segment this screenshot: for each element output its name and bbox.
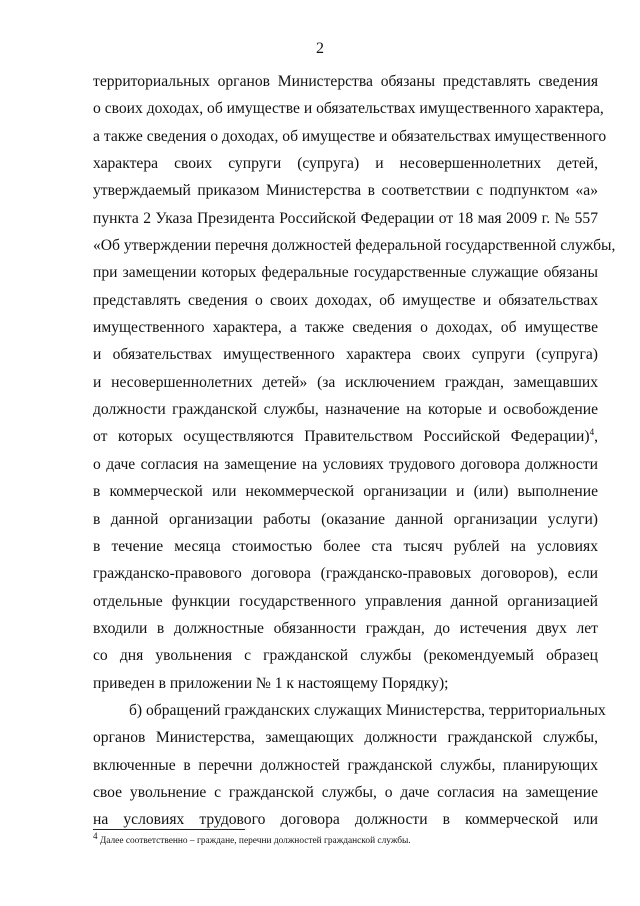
body-text [93, 68, 616, 834]
footnote-separator [93, 829, 245, 830]
text-line: включенные в перечни должностей гражданской службы, планирующих [93, 756, 598, 774]
text-line: должности гражданской службы, назначение на которые и освобождение [93, 401, 598, 419]
text-line: представлять сведения о своих доходах, об имуществе и обязательствах [93, 291, 598, 309]
footnote-marker: 4 [93, 831, 98, 841]
text-line: отдельные функции государственного управления данной организацией [93, 592, 598, 610]
footnote-text: Далее соответственно – граждане, перечни должностей гражданской службы. [97, 836, 411, 847]
paragraph-last-line: приведен в приложении № 1 к настоящему Порядку); [93, 674, 449, 692]
footnote [93, 831, 411, 847]
paragraph-first-line: б) обращений гражданских служащих Министерства, территориальных [129, 701, 606, 719]
text-line: свое увольнение с гражданской службы, о даче согласия на замещение [93, 783, 598, 801]
text-line: при замещении которых федеральные государственные служащие обязаны [93, 264, 598, 282]
text-line: пункта 2 Указа Президента Российской Федерации от 18 мая 2009 г. № 557 [93, 209, 598, 227]
text-line: «Об утверждении перечня должностей федеральной государственной службы, [93, 237, 616, 255]
text-line: со дня увольнения с гражданской службы (рекомендуемый образец [93, 647, 598, 665]
text-line: входили в должностные обязанности граждан, до истечения двух лет [93, 619, 598, 637]
text-line: а также сведения о доходах, об имуществе и обязательствах имущественного [93, 127, 607, 145]
text-line: в данной организации работы (оказание данной организации услуги) [93, 510, 598, 528]
text-line-with-footnote-ref [93, 423, 598, 450]
text-line: органов Министерства, замещающих должности гражданской службы, [93, 729, 598, 747]
text-line: о своих доходах, об имуществе и обязательствах имущественного характера, [93, 100, 604, 118]
text-line: утверждаемый приказом Министерства в соответствии с подпунктом «а» [93, 182, 598, 200]
text-line: и обязательствах имущественного характера своих супруги (супруга) [93, 346, 598, 364]
text-line: в коммерческой или некоммерческой организации и (или) выполнение [93, 483, 598, 501]
page-number: 2 [316, 40, 324, 57]
text-line: в течение месяца стоимостью более ста тысяч рублей на условиях [93, 537, 598, 555]
footnote-ref-punctuation: , [594, 428, 598, 446]
text-line: о даче согласия на замещение на условиях трудового договора должности [93, 455, 598, 473]
text-line: на условиях трудового договора должности в коммерческой или [93, 811, 598, 829]
text-line: и несовершеннолетних детей» (за исключением граждан, замещавших [93, 373, 598, 391]
text-line-content: от которых осуществляются Правительством Российской Федерации) [93, 428, 590, 446]
text-line: имущественного характера, а также сведения о доходах, об имуществе [93, 319, 598, 337]
text-line: гражданско-правового договора (гражданско-правовых договоров), если [93, 565, 598, 583]
footnote-reference: 4 [589, 427, 595, 438]
text-line: территориальных органов Министерства обязаны представлять сведения [93, 73, 598, 90]
text-line: характера своих супруги (супруга) и несовершеннолетних детей, [93, 155, 598, 173]
